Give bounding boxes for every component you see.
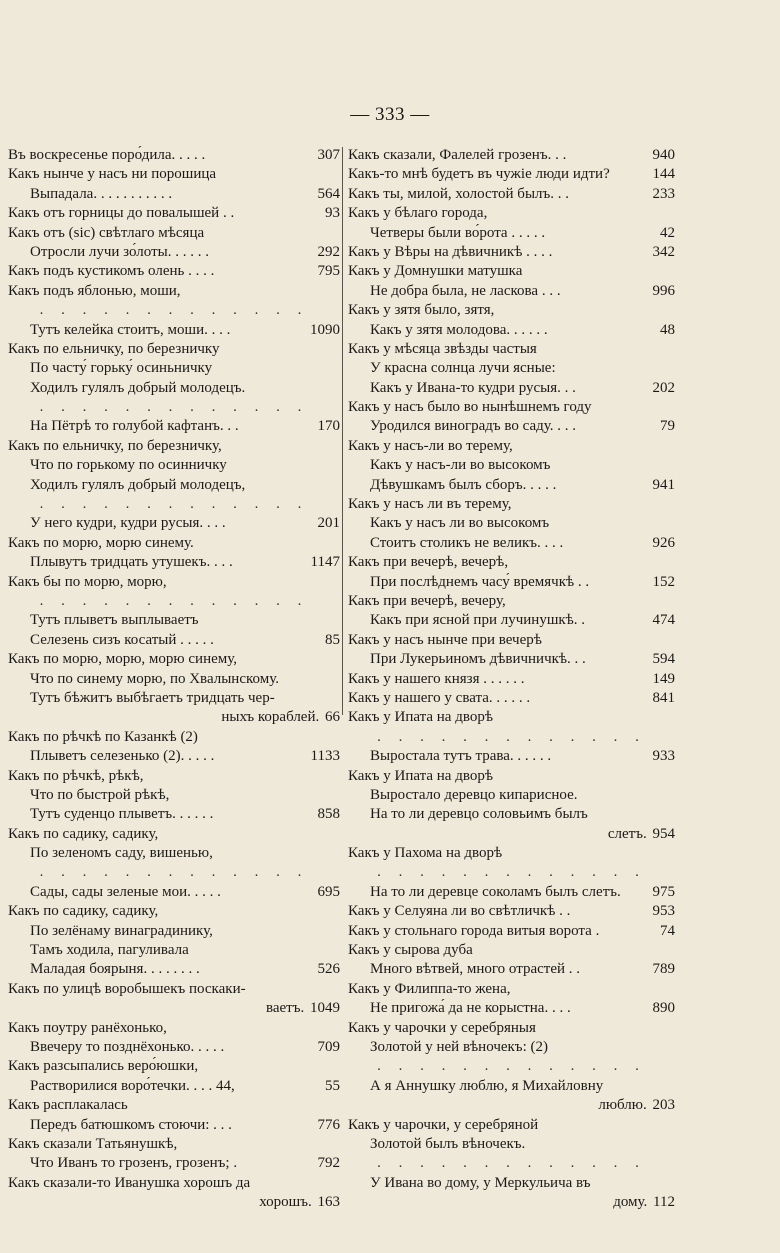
index-entry <box>348 282 675 301</box>
entry-text: Не добра была, не ласкова . . . <box>370 282 561 299</box>
entry-text: Какъ по садику, садику, <box>8 903 159 920</box>
index-entry <box>8 670 340 689</box>
index-entry <box>8 185 340 204</box>
entry-page-number: 709 <box>316 1038 341 1057</box>
entry-text: Какъ при вечерѣ, вечерѣ, <box>348 554 509 571</box>
index-entry <box>8 359 340 378</box>
index-entry <box>348 670 675 689</box>
entry-text: Ввечеру то позднёхонько. . . . . <box>30 1038 225 1055</box>
entry-text: Какъ у насъ нынче при вечерѣ <box>348 631 542 648</box>
entry-text: Стоитъ столикъ не великъ. . . . <box>370 534 564 551</box>
entry-page-number: 996 <box>651 282 676 301</box>
index-entry <box>8 611 340 630</box>
entry-page-number: 941 <box>651 476 676 495</box>
index-entry <box>8 534 340 553</box>
index-column-right <box>348 146 675 1212</box>
entry-page-number: 201 <box>316 514 341 533</box>
index-entry <box>348 902 675 921</box>
entry-text: Выростала тутъ трава. . . . . . <box>370 748 552 765</box>
entry-page-number: 695 <box>316 883 341 902</box>
index-entry <box>8 1096 340 1115</box>
index-entry <box>8 146 340 165</box>
entry-page-number: 792 <box>316 1154 341 1173</box>
entry-text: ныхъ кораблей. <box>221 709 320 726</box>
entry-text: Какъ у Ивана-то кудри русыя. . . <box>370 379 576 396</box>
entry-text: слетъ. <box>607 825 647 842</box>
index-entry <box>8 262 340 281</box>
entry-text: Какъ у чарочки у серебряныя <box>348 1019 536 1036</box>
index-entry <box>348 301 675 320</box>
entry-text: Какъ у нашего князя . . . . . . <box>348 670 525 687</box>
entry-text: Какъ поутру ранёхонько, <box>8 1019 167 1036</box>
entry-text: Какъ у насъ ли во высокомъ <box>370 515 550 532</box>
entry-text: Много вѣтвей, много отрастей . . <box>370 961 580 978</box>
entry-text: Какъ у стольнаго города витыя ворота . <box>348 922 600 939</box>
entry-text: хорошъ. <box>259 1194 312 1211</box>
index-entry <box>348 1096 675 1115</box>
index-entry <box>8 767 340 786</box>
entry-text: Отросли лучи зо́лоты. . . . . . <box>30 243 209 260</box>
entry-page-number: 975 <box>651 883 676 902</box>
index-entry <box>8 476 340 495</box>
index-entry <box>348 1116 675 1135</box>
entry-page-number: 940 <box>651 146 676 165</box>
index-entry <box>348 437 675 456</box>
entry-text: Ходилъ гулялъ добрый молодецъ. <box>30 379 246 396</box>
entry-text: Уродился виноградъ во саду. . . . <box>370 418 577 435</box>
index-entry <box>348 204 675 223</box>
entry-page-number: 42 <box>658 224 675 243</box>
entry-text: Какъ у насъ ли въ терему, <box>348 496 512 513</box>
index-entry <box>8 514 340 533</box>
entry-page-number: 85 <box>323 631 340 650</box>
index-entry <box>8 650 340 669</box>
entry-page-number: 152 <box>651 573 676 592</box>
index-entry <box>348 1135 675 1154</box>
index-entry <box>348 1077 675 1096</box>
ellipsis-separator: . . . . . . . . . . . . . <box>39 302 309 319</box>
entry-text: Какъ отъ (sic) свѣтлаго мѣсяца <box>8 224 205 241</box>
entry-text: Какъ по ельничку, по березничку, <box>8 437 222 454</box>
index-entry <box>8 379 340 398</box>
index-entry <box>8 1057 340 1076</box>
entry-page-number: 1147 <box>309 553 340 572</box>
entry-text: дому. <box>613 1194 648 1211</box>
index-entry <box>348 767 675 786</box>
entry-page-number: 564 <box>316 185 341 204</box>
index-entry <box>348 844 675 863</box>
entry-text: ваетъ. <box>265 1000 305 1017</box>
index-entry <box>8 1038 340 1057</box>
index-entry <box>8 708 340 727</box>
index-entry <box>348 495 675 514</box>
index-entry <box>348 514 675 533</box>
entry-page-number: 926 <box>651 534 676 553</box>
index-entry <box>348 379 675 398</box>
index-entry <box>8 805 340 824</box>
index-entry <box>348 1174 675 1193</box>
entry-page-number: 1090 <box>308 321 340 340</box>
index-entry <box>348 611 675 630</box>
entry-text: На то ли деревце соколамъ былъ слетъ. <box>370 883 621 900</box>
index-entry <box>348 980 675 999</box>
entry-text: Какъ по улицѣ воробышекъ поскаки- <box>8 980 246 997</box>
ellipsis-separator: . . . . . . . . . . . . . <box>39 864 309 881</box>
index-entry <box>348 960 675 979</box>
index-entry <box>8 689 340 708</box>
entry-text: Какъ бы по морю, морю, <box>8 573 167 590</box>
entry-text: У красна солнца лучи ясные: <box>370 360 556 377</box>
entry-text: Въ воскресенье поро́дила. . . . . <box>8 147 206 163</box>
entry-text: Какъ у насъ-ли во высокомъ <box>370 457 551 474</box>
ellipsis-separator: . . . . . . . . . . . . . <box>39 496 309 513</box>
index-entry <box>8 980 340 999</box>
entry-text: Выростало деревцо кипарисное. <box>370 786 578 803</box>
entry-text: Какъ сказали Татьянушкѣ, <box>8 1135 178 1152</box>
entry-text: Какъ ты, милой, холостой былъ. . . <box>348 185 570 202</box>
entry-text: Какъ у Ипата на дворѣ <box>348 709 493 726</box>
entry-text: Какъ у зятя молодова. . . . . . <box>370 321 548 338</box>
entry-text: Какъ у Домнушки матушка <box>348 263 523 280</box>
entry-text: Какъ по садику, садику, <box>8 825 159 842</box>
entry-text: При Лукерьиномъ дѣвичничкѣ. . . <box>370 651 586 668</box>
entry-text: Растворилися воро́течки. . . . 44, <box>30 1077 235 1094</box>
index-entry <box>348 708 675 727</box>
index-entry <box>8 786 340 805</box>
index-entry <box>348 747 675 766</box>
entry-text: Какъ по морю, морю, морю синему, <box>8 651 237 668</box>
entry-page-number: 789 <box>651 960 676 979</box>
entry-text: Какъ подъ кустикомъ олень . . . . <box>8 263 215 280</box>
entry-text: По зелёнаму винаградинику, <box>30 922 213 939</box>
entry-page-number: 112 <box>653 1194 675 1211</box>
entry-text: Четверы были во́рота . . . . . <box>370 224 546 241</box>
index-entry <box>8 941 340 960</box>
index-entry <box>8 922 340 941</box>
entry-text: Какъ подъ яблонью, моши, <box>8 282 181 299</box>
entry-page-number: 474 <box>651 611 676 630</box>
index-entry <box>348 592 675 611</box>
index-entry <box>8 1193 340 1212</box>
index-entry <box>8 340 340 359</box>
index-entry <box>8 1174 340 1193</box>
entry-text: Тутъ келейка стоитъ, моши. . . . <box>30 321 231 338</box>
entry-page-number: 307 <box>316 146 341 165</box>
entry-text: Тутъ плыветъ выплываетъ <box>30 612 199 629</box>
index-entry <box>348 1019 675 1038</box>
index-entry <box>8 825 340 844</box>
entry-page-number: 890 <box>651 999 676 1018</box>
index-entry <box>8 321 340 340</box>
index-entry <box>8 1116 340 1135</box>
entry-text: Передъ батюшкомъ стоючи: . . . <box>30 1116 232 1133</box>
entry-text: Выпадала. . . . . . . . . . . <box>30 185 173 202</box>
ellipsis-separator: . . . . . . . . . . . . . <box>39 592 309 609</box>
entry-page-number: 526 <box>316 960 341 979</box>
entry-text: Какъ разсыпались веро́юшки, <box>8 1058 199 1075</box>
ellipsis-separator: . . . . . . . . . . . . . <box>377 728 646 745</box>
entry-text: Какъ у насъ было во нынѣшнемъ году <box>348 399 592 416</box>
index-entry <box>348 825 675 844</box>
entry-text: Что по синему морю, по Хвалынскому. <box>30 670 279 687</box>
index-entry <box>8 960 340 979</box>
entry-text: Какъ у Селуяна ли во свѣтличкѣ . . <box>348 903 571 920</box>
entry-page-number: 203 <box>652 1097 675 1114</box>
ellipsis-separator: . . . . . . . . . . . . . <box>377 1058 646 1075</box>
index-entry <box>348 146 675 165</box>
ellipsis-separator: . . . . . . . . . . . . . <box>39 399 309 416</box>
index-entry <box>348 1038 675 1057</box>
entry-text: Какъ по рѣчкѣ, рѣкѣ, <box>8 767 144 784</box>
entry-text: Маладая боярыня. . . . . . . . <box>30 961 200 978</box>
entry-text: Какъ расплакалась <box>8 1097 128 1114</box>
entry-text: Какъ по рѣчкѣ по Казанкѣ (2) <box>8 728 198 745</box>
index-entry <box>8 1019 340 1038</box>
entry-text: Селезень сизъ косатый . . . . . <box>30 631 214 648</box>
index-entry <box>8 747 340 766</box>
index-entry <box>348 1193 675 1212</box>
entry-text: Какъ-то мнѣ будетъ въ чужіе люди идти? <box>348 166 610 183</box>
entry-text: Какъ у чарочки, у серебряной <box>348 1116 539 1133</box>
entry-text: Тутъ бѣжитъ выбѣгаетъ тридцать чер- <box>30 689 275 706</box>
ellipsis-separator: . . . . . . . . . . . . . <box>377 864 646 881</box>
entry-page-number: 776 <box>316 1116 341 1135</box>
entry-text: Какъ у нашего у свата. . . . . . <box>348 689 531 706</box>
index-entry <box>8 1154 340 1173</box>
entry-page-number: 93 <box>323 204 340 223</box>
index-column-left <box>8 146 340 1212</box>
entry-page-number: 163 <box>317 1194 340 1211</box>
entry-page-number: 795 <box>316 262 341 281</box>
entry-page-number: 954 <box>652 825 675 842</box>
entry-text: Какъ у мѣсяца звѣзды частыя <box>348 340 537 357</box>
index-entry <box>348 650 675 669</box>
index-entry <box>8 883 340 902</box>
index-entry <box>8 224 340 243</box>
index-entry <box>348 359 675 378</box>
index-entry <box>348 456 675 475</box>
column-divider <box>342 147 343 715</box>
entry-text: Какъ у зятя было, зятя, <box>348 302 495 319</box>
index-entry <box>348 224 675 243</box>
entry-text: Какъ при ясной при лучинушкѣ. . <box>370 612 586 629</box>
index-entry <box>8 243 340 262</box>
entry-text: Какъ нынче у насъ ни порошица <box>8 166 217 183</box>
entry-text: Какъ у Ипата на дворѣ <box>348 767 493 784</box>
entry-text: Тутъ суденцо плыветъ. . . . . . <box>30 806 214 823</box>
entry-page-number: 1049 <box>310 1000 340 1017</box>
entry-text: У Ивана во дому, у Меркульича въ <box>370 1174 591 1191</box>
index-entry <box>348 573 675 592</box>
entry-text: Что по быстрой рѣкѣ, <box>30 786 170 803</box>
index-entry <box>8 728 340 747</box>
index-entry <box>348 417 675 436</box>
index-entry <box>8 902 340 921</box>
entry-page-number: 953 <box>651 902 676 921</box>
index-entry <box>348 185 675 204</box>
index-entry <box>8 844 340 863</box>
index-entry <box>8 165 340 184</box>
index-entry <box>8 204 340 223</box>
index-entry <box>8 437 340 456</box>
entry-text: Какъ по морю, морю синему. <box>8 534 194 551</box>
entry-page-number: 594 <box>651 650 676 669</box>
index-entry <box>348 922 675 941</box>
entry-text: При послѣднемъ часу́ времячкѣ . . <box>370 573 590 590</box>
entry-text: На то ли деревцо соловьимъ былъ <box>370 806 588 823</box>
entry-text: Какъ по ельничку, по березничку <box>8 340 220 357</box>
entry-page-number: 48 <box>658 321 675 340</box>
entry-text: Какъ у насъ-ли во терему, <box>348 437 513 454</box>
entry-text: Что по горькому по осинничку <box>30 457 227 474</box>
entry-page-number: 170 <box>316 417 341 436</box>
entry-text: Ходилъ гулялъ добрый молодецъ, <box>30 476 246 493</box>
index-entry <box>8 553 340 572</box>
entry-text: Какъ отъ горницы до повалышей . . <box>8 205 235 222</box>
index-entry <box>348 476 675 495</box>
entry-text: На Пётрѣ то голубой кафтанъ. . . <box>30 418 239 435</box>
entry-text: Дѣвушкамъ былъ сборъ. . . . . <box>370 476 557 493</box>
entry-text: А я Аннушку люблю, я Михайловну <box>370 1077 604 1094</box>
index-entry <box>348 883 675 902</box>
entry-text: люблю. <box>598 1097 647 1114</box>
entry-text: По часту́ горьку́ осиньничку <box>30 360 213 377</box>
entry-page-number: 66 <box>325 709 340 726</box>
entry-text: Золотой былъ вѣночекъ. <box>370 1135 526 1152</box>
index-entry <box>348 786 675 805</box>
entry-text: Плыветъ селезенько (2). . . . . <box>30 748 215 765</box>
entry-page-number: 74 <box>658 922 675 941</box>
index-entry <box>348 243 675 262</box>
index-entry <box>8 631 340 650</box>
entry-text: Какъ сказали-то Иванушка хорошъ да <box>8 1174 251 1191</box>
ellipsis-separator: . . . . . . . . . . . . . <box>377 1155 646 1172</box>
entry-page-number: 233 <box>651 185 676 204</box>
entry-text: Какъ у Вѣры на дѣвичникѣ . . . . <box>348 243 553 260</box>
entry-text: Не пригожа́ да не корыстна. . . . <box>370 1000 571 1017</box>
index-entry <box>348 321 675 340</box>
index-entry <box>348 631 675 650</box>
page-number: — 333 — <box>350 104 430 125</box>
index-entry <box>348 165 675 184</box>
entry-page-number: 55 <box>323 1077 340 1096</box>
entry-text: Какъ сказали, Фалелей грозенъ. . . <box>348 147 567 163</box>
index-entry <box>348 805 675 824</box>
entry-text: Какъ у бѣлаго города, <box>348 205 488 222</box>
entry-text: У него кудри, кудри русыя. . . . <box>30 515 226 532</box>
entry-page-number: 858 <box>316 805 341 824</box>
index-entry <box>8 417 340 436</box>
index-entry <box>348 999 675 1018</box>
entry-text: Какъ у сырова дуба <box>348 942 473 959</box>
index-entry <box>348 340 675 359</box>
entry-text: Какъ у Пахома на дворѣ <box>348 845 503 862</box>
index-entry <box>348 689 675 708</box>
entry-page-number: 342 <box>651 243 676 262</box>
index-entry <box>8 573 340 592</box>
index-entry <box>8 999 340 1018</box>
entry-text: Золотой у ней вѣночекъ: (2) <box>370 1038 548 1055</box>
entry-page-number: 79 <box>658 417 675 436</box>
entry-page-number: 292 <box>316 243 341 262</box>
entry-page-number: 841 <box>651 689 676 708</box>
entry-text: Тамъ ходила, пагуливала <box>30 942 189 959</box>
entry-page-number: 144 <box>651 165 676 184</box>
index-entry <box>8 1135 340 1154</box>
entry-text: Какъ при вечерѣ, вечеру, <box>348 592 506 609</box>
index-entry <box>348 553 675 572</box>
index-entry <box>8 1077 340 1096</box>
entry-text: Что Иванъ то грозенъ, грозенъ; . <box>30 1155 238 1172</box>
index-entry <box>348 941 675 960</box>
index-entry <box>348 534 675 553</box>
index-entry <box>348 398 675 417</box>
entry-page-number: 202 <box>651 379 676 398</box>
entry-page-number: 149 <box>651 670 676 689</box>
entry-text: Сады, сады зеленые мои. . . . . <box>30 883 221 900</box>
entry-text: Плывутъ тридцать утушекъ. . . . <box>30 554 233 571</box>
entry-page-number: 1133 <box>309 747 340 766</box>
entry-text: Какъ у Филиппа-то жена, <box>348 980 511 997</box>
index-entry <box>8 456 340 475</box>
index-entry <box>8 282 340 301</box>
entry-page-number: 933 <box>651 747 676 766</box>
index-entry <box>348 262 675 281</box>
entry-text: По зеленомъ саду, вишенью, <box>30 845 213 862</box>
